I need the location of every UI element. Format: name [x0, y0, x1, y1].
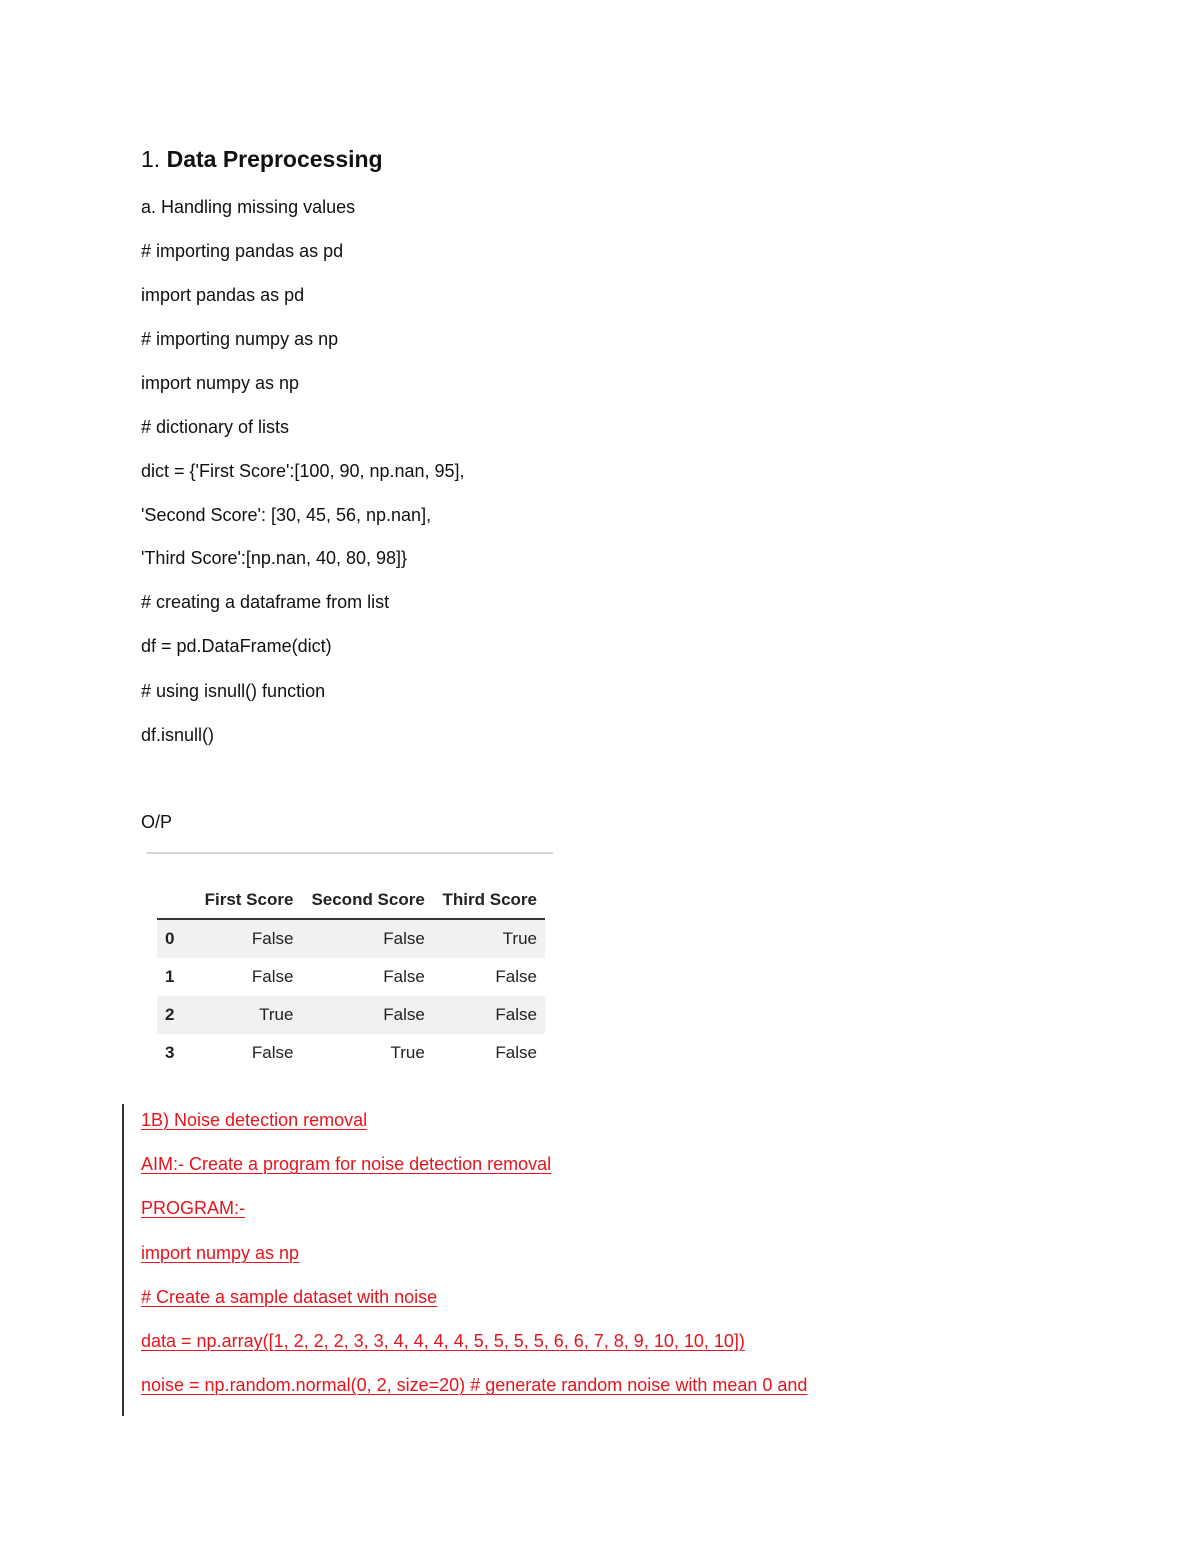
- code-line: 'Third Score':[np.nan, 40, 80, 98]}: [141, 548, 408, 568]
- section-heading: [141, 144, 383, 174]
- table-cell: False: [301, 996, 432, 1034]
- output-label: O/P: [141, 812, 173, 832]
- revised-line: noise = np.random.normal(0, 2, size=20) # generate random noise with mean 0 and: [141, 1375, 808, 1395]
- subheading-handling-missing: a. Handling missing values: [141, 197, 356, 217]
- table-row: [157, 958, 545, 996]
- section-title: Data Preprocessing: [166, 146, 383, 172]
- code-line: import pandas as pd: [141, 285, 305, 305]
- table-cell: False: [383, 967, 425, 986]
- code-line: df.isnull(): [141, 725, 215, 745]
- table-header-cell: Third Score: [433, 882, 545, 919]
- code-line: # dictionary of lists: [141, 417, 290, 437]
- row-index: 1: [165, 967, 175, 986]
- row-index: 2: [157, 996, 195, 1034]
- table-cell: True: [390, 1043, 425, 1062]
- table-cell: False: [195, 919, 301, 958]
- table-cell: False: [433, 996, 545, 1034]
- code-line: # importing numpy as np: [141, 329, 339, 349]
- section-number: 1.: [141, 146, 161, 172]
- revised-line: import numpy as np: [141, 1243, 300, 1263]
- table-cell: True: [195, 996, 301, 1034]
- table-cell: True: [433, 919, 545, 958]
- code-line: # importing pandas as pd: [141, 241, 344, 261]
- output-table: [157, 882, 545, 1072]
- table-header-cell: Second Score: [301, 882, 432, 919]
- output-divider: [147, 852, 553, 854]
- table-row: [157, 996, 545, 1034]
- table-header-cell: First Score: [195, 882, 301, 919]
- code-line: dict = {'First Score':[100, 90, np.nan, 95],: [141, 461, 465, 481]
- code-line: # creating a dataframe from list: [141, 592, 390, 612]
- table-cell: False: [495, 967, 537, 986]
- table-header-cell: [157, 882, 195, 919]
- revised-line: # Create a sample dataset with noise: [141, 1287, 438, 1307]
- revised-line: AIM:- Create a program for noise detection removal: [141, 1154, 552, 1174]
- code-line: import numpy as np: [141, 373, 300, 393]
- code-line: df = pd.DataFrame(dict): [141, 636, 332, 656]
- revision-change-bar: [122, 1104, 124, 1416]
- code-line: 'Second Score': [30, 45, 56, np.nan],: [141, 505, 432, 525]
- table-cell: False: [495, 1043, 537, 1062]
- revised-line: data = np.array([1, 2, 2, 2, 3, 3, 4, 4, 4, 4, 5, 5, 5, 5, 6, 6, 7, 8, 9, 10, 10, 10]): [141, 1331, 745, 1351]
- table-row: [157, 919, 545, 958]
- table-cell: False: [251, 967, 294, 986]
- row-index: 3: [165, 1043, 175, 1062]
- table-header-row: [157, 882, 545, 919]
- table-row: [157, 1034, 545, 1072]
- code-line: # using isnull() function: [141, 681, 326, 701]
- row-index: 0: [157, 919, 195, 958]
- table-cell: False: [301, 919, 432, 958]
- table-cell: False: [251, 1043, 294, 1062]
- revised-line: 1B) Noise detection removal: [141, 1110, 368, 1130]
- revised-line: PROGRAM:-: [141, 1198, 246, 1218]
